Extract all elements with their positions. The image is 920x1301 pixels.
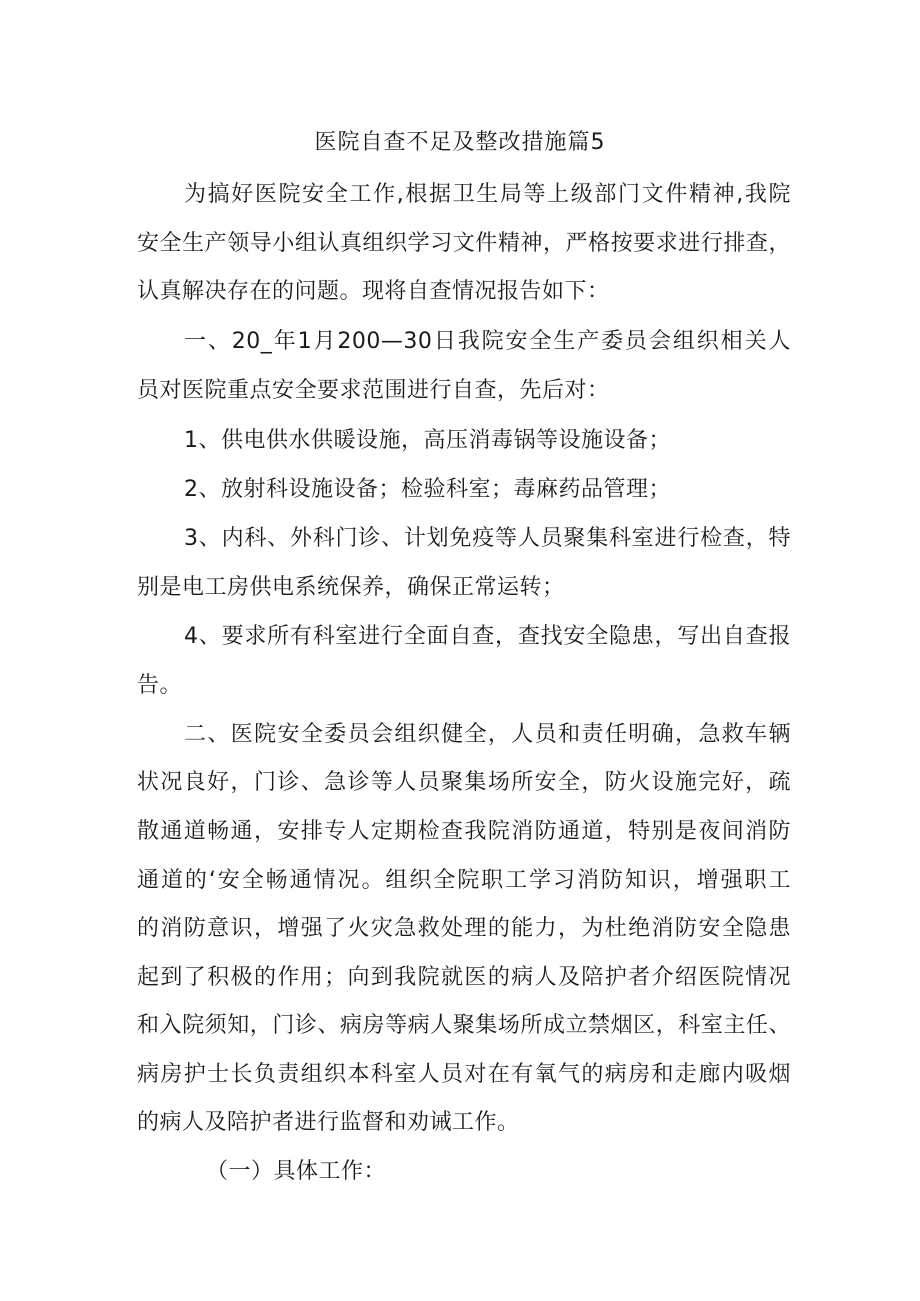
paragraph-line: 通道的‘安全畅通情况。组织全院职工学习消防知识，增强职工 [137, 868, 791, 893]
paragraph-line: 为搞好医院安全工作,根据卫生局等上级部门文件精神,我院 [184, 182, 791, 207]
paragraph-line: 的病人及陪护者进行监督和劝诫工作。 [137, 1110, 520, 1135]
paragraph-line: 状况良好，门诊、急诊等人员聚集场所安全，防火设施完好，疏 [137, 770, 791, 795]
paragraph-line: 别是电工房供电系统保养，确保正常运转； [137, 575, 565, 600]
section-heading: （一）具体工作： [206, 1159, 387, 1184]
paragraph-line: 员对医院重点安全要求范围进行自查，先后对： [137, 378, 610, 403]
paragraph-line: 起到了积极的作用；向到我院就医的病人及陪护者介绍医院情况 [137, 965, 791, 990]
document-title: 医院自查不足及整改措施篇5 [314, 130, 606, 155]
paragraph-line: 安全生产领导小组认真组织学习文件精神，严格按要求进行排查， [137, 231, 791, 256]
list-item: 3、内科、外科门诊、计划免疫等人员聚集科室进行检查，特 [184, 526, 791, 551]
paragraph-line: 和入院须知，门诊、病房等病人聚集场所成立禁烟区，科室主任、 [137, 1013, 791, 1038]
paragraph-line: 一、20_年1月200—30日我院安全生产委员会组织相关人 [184, 329, 791, 354]
paragraph-line: 二、医院安全委员会组织健全，人员和责任明确，急救车辆 [184, 722, 791, 747]
list-item: 2、放射科设施设备；检验科室；毒麻药品管理； [184, 477, 671, 502]
paragraph-line: 认真解决存在的问题。现将自查情况报告如下： [137, 279, 610, 304]
paragraph-line: 散通道畅通，安排专人定期检查我院消防通道，特别是夜间消防 [137, 819, 791, 844]
paragraph-line: 病房护士长负责组织本科室人员对在有氧气的病房和走廊内吸烟 [137, 1062, 791, 1087]
list-item: 4、要求所有科室进行全面自查，查找安全隐患，写出自查报 [184, 624, 791, 649]
paragraph-line: 的消防意识，增强了火灾急救处理的能力，为杜绝消防安全隐患 [137, 916, 791, 941]
list-item: 1、供电供水供暖设施，高压消毒锅等设施设备； [184, 428, 671, 453]
paragraph-line: 告。 [137, 673, 183, 698]
